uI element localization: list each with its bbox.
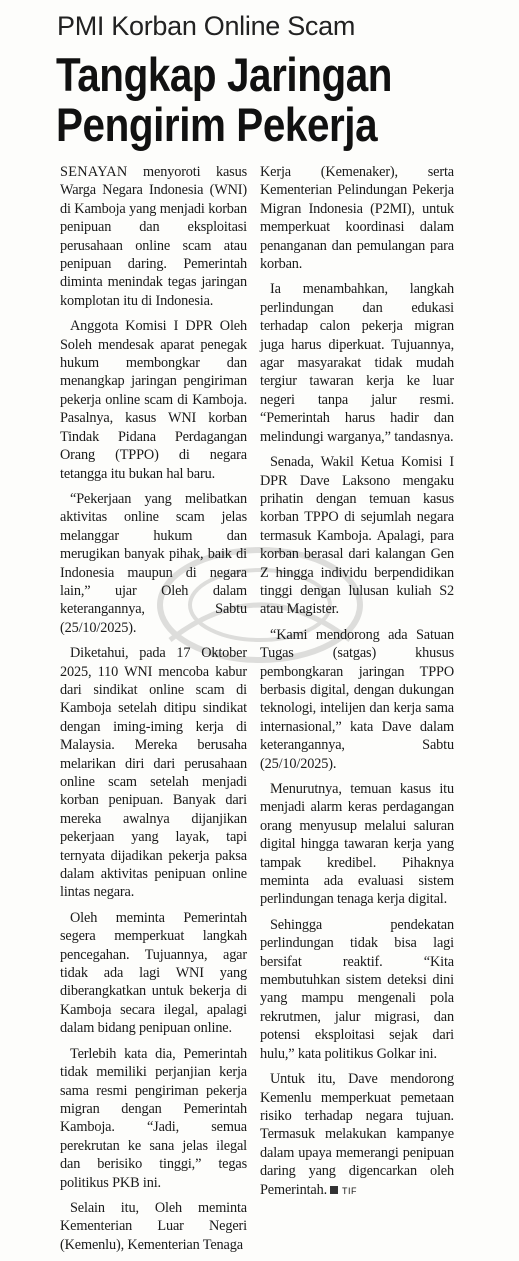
paragraph: Senada, Wakil Ketua Komisi I DPR Dave Laksono mengaku prihatin dengan temuan kasus korban TPPO di sejumlah negara termasuk Kamboja. Apalagi, para korban berasal dari kalangan Gen Z hingga individu berpendidikan tinggi dengan lulusan kuliah S2 atau Magister. [260, 454, 454, 618]
paragraph: Anggota Komisi I DPR Oleh Soleh mendesak aparat penegak hukum membongkar dan menangkap jaringan pengiriman pekerja online scam di Kamboja. Pasalnya, kasus WNI korban Tindak Pidana Perdagangan Orang (TPPO) di negara tetangga itu bukan hal baru. [60, 318, 247, 482]
paragraph [60, 163, 247, 310]
paragraph: Menurutnya, temuan kasus itu menjadi alarm keras perdagangan orang menyusup melalui saluran digital hingga tawaran kerja yang tampak kredibel. Pihaknya meminta ada evaluasi sistem perlindungan tenaga kerja digital. [260, 781, 454, 908]
headline-line-1: Tangkap Jaringan [56, 48, 393, 101]
paragraph: Ia menambahkan, langkah perlindungan dan edukasi terhadap calon pekerja migran juga harus diperkuat. Tujuannya, agar masyarakat tidak mudah tergiur tawaran kerja ke luar negeri tanpa jalur resmi. “Pemerintah harus hadir dan melindungi warganya,” tandasnya. [260, 281, 454, 445]
paragraph: “Kami mendorong ada Satuan Tugas (satgas) khusus pembongkaran jaringan TPPO berbasis digital, dengan dukungan teknologi, intelijen dan kerja sama internasional,” kata Dave dalam keterangannya, Sabtu (25/10/2025). [260, 626, 454, 772]
paragraph-text: menyoroti kasus Warga Negara Indonesia (WNI) di Kamboja yang menjadi korban penipuan dan eksploitasi perusahaan online scam atau penipuan daring. Pemerintah diminta menindak tegas jaringan komplotan itu di Indonesia. [60, 164, 247, 309]
paragraph [260, 1070, 454, 1200]
paragraph: Selain itu, Oleh meminta Kementerian Luar Negeri (Kemenlu), Kementerian Tenaga [60, 1199, 247, 1253]
paragraph: Terlebih kata dia, Pemerintah tidak memiliki perjanjian kerja sama resmi pengiriman pekerja migran dengan Pemerintah Kamboja. “Jadi, semua perekrutan ke sana jelas ilegal dan berisiko tinggi,” tegas politikus PKB ini. [60, 1045, 247, 1191]
paragraph: Kerja (Kemenaker), serta Kementerian Pelindungan Pekerja Migran Indonesia (P2MI), untuk memperkuat koordinasi dalam penanganan dan pemulangan para korban. [260, 164, 454, 273]
headline-line-2: Pengirim Pekerja [56, 98, 378, 151]
paragraph-text: Untuk itu, Dave mendorong Kemenlu memperkuat pemetaan risiko terhadap negara tujuan. Termasuk melakukan kampanye dalam upaya memerangi penipuan daring yang digencarkan oleh Pemerintah. [260, 1071, 454, 1198]
byline: TIF [342, 1185, 358, 1196]
paragraph: “Pekerjaan yang melibatkan aktivitas online scam jelas melanggar hukum dan merugikan banyak pihak, baik di Indonesia maupun di negara lain,” ujar Oleh dalam keterangannya, Sabtu (25/10/2025). [60, 490, 247, 636]
paragraph: Diketahui, pada 17 Oktober 2025, 110 WNI mencoba kabur dari sindikat online scam di Kamboja setelah ditipu sindikat dengan iming-iming kerja di Malaysia. Mereka berusaha melarikan diri dari perusahaan online scam setelah menjadi korban penipuan. Banyak dari mereka awalnya dijanjikan pekerjaan yang layak, tapi ternyata dijadikan pekerja paksa dalam aktivitas penipuan online lintas negara. [60, 645, 247, 901]
article-column-left [60, 163, 247, 1261]
paragraph: Oleh meminta Pemerintah segera memperkuat langkah pencegahan. Tujuannya, agar tidak ada lagi WNI yang diberangkatkan untuk bekerja di Kamboja secara ilegal, apalagi dalam bidang penipuan online. [60, 909, 247, 1037]
article-column-right [260, 163, 454, 1207]
dateline: SENAYAN [60, 164, 128, 180]
article-kicker: PMI Korban Online Scam [57, 11, 356, 41]
article-headline [56, 50, 392, 150]
paragraph: Sehingga pendekatan perlindungan tidak bisa lagi bersifat reaktif. “Kita membutuhkan sistem deteksi dini yang mampu mengenali pola rekrutmen, jalur migrasi, dan potensi eksploitasi sejak dari hulu,” kata politikus Golkar ini. [260, 916, 454, 1062]
end-mark-icon [330, 1186, 338, 1194]
